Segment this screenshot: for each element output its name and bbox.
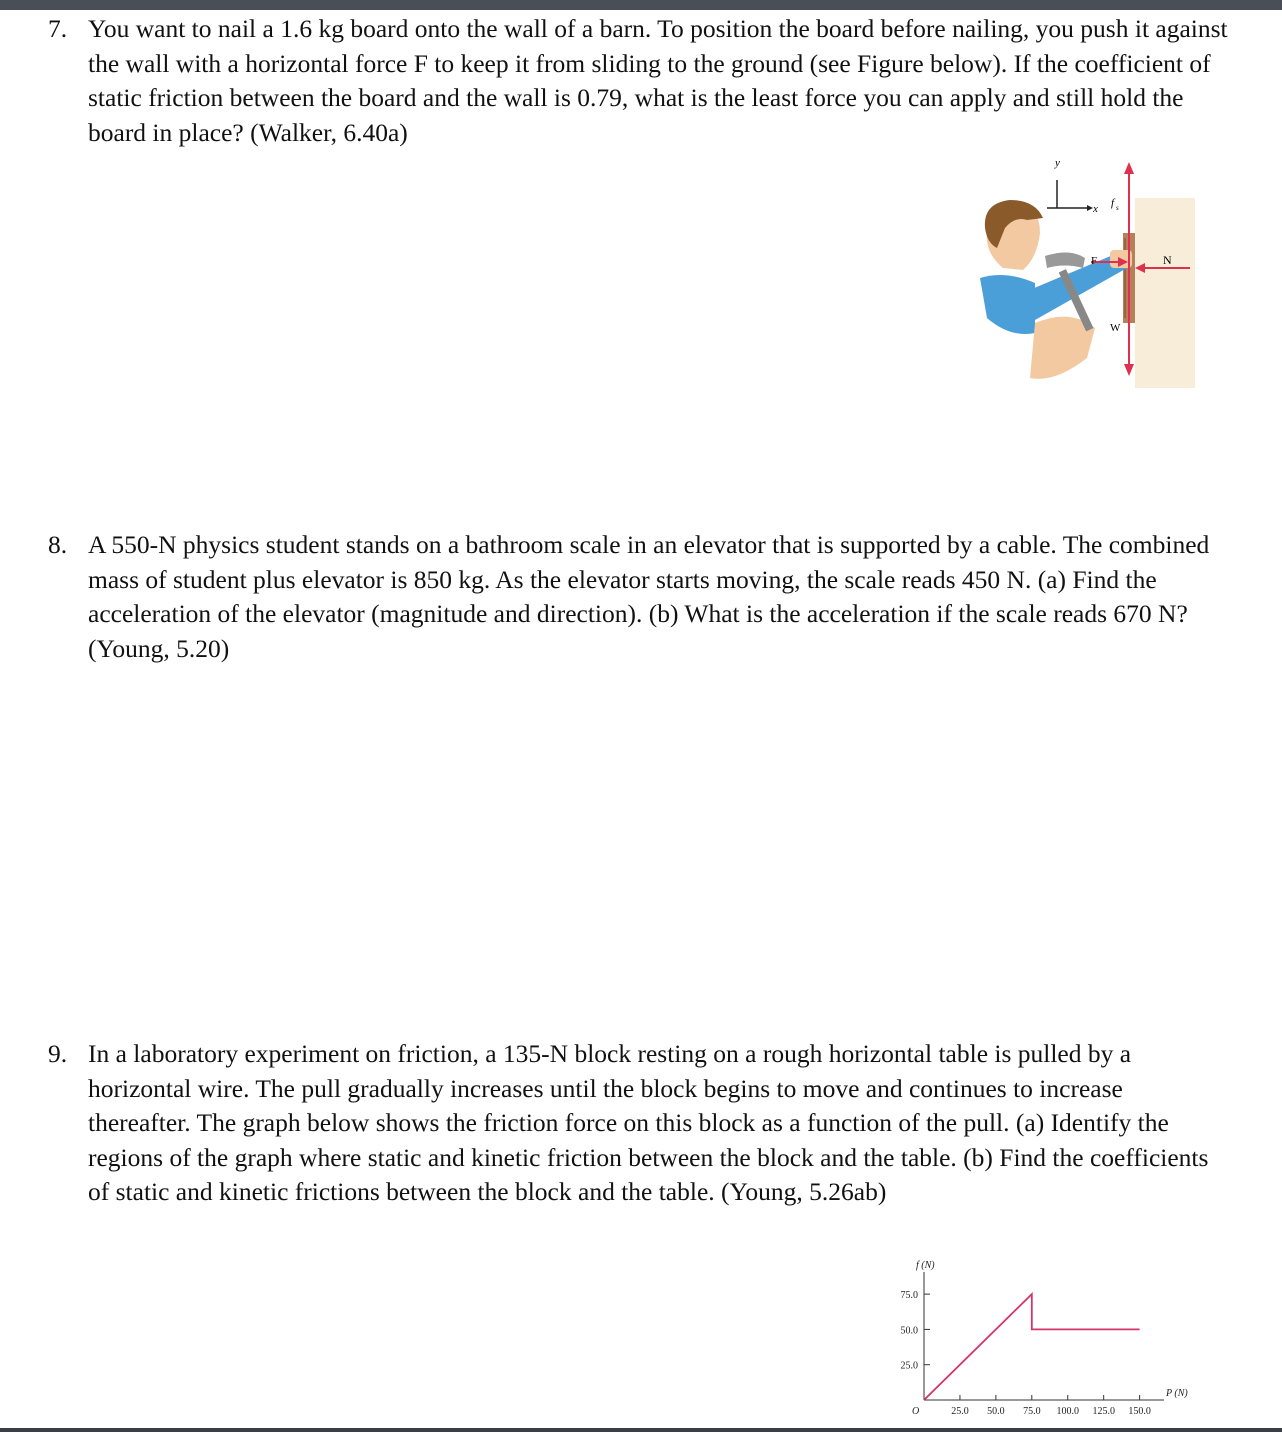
problem-8	[48, 528, 1228, 666]
friction-chart-svg	[880, 1248, 1190, 1426]
axes-icon	[1047, 180, 1093, 211]
N-label: N	[1163, 253, 1172, 267]
x-axis-label: P (N)	[1166, 1388, 1188, 1399]
problem-7	[48, 12, 1228, 150]
x-tick-label: 150.0	[1128, 1406, 1151, 1417]
axis-y-label: y	[1055, 158, 1060, 169]
x-tick-label: 75.0	[1023, 1406, 1041, 1417]
axis-x-label: x	[1093, 203, 1098, 215]
bottom-divider	[0, 1428, 1282, 1432]
problem-number: 8.	[48, 530, 68, 559]
problem-number: 7.	[48, 14, 68, 43]
board-wall-figure	[975, 158, 1195, 388]
problem-text: A 550-N physics student stands on a bathroom scale in an elevator that is supported by a cable. The combined mass of student plus elevator is 850 kg. As the elevator starts moving, the scale reads 450 N. (a) Find the acceleration of the elevator (magnitude and direction). (b) What is the acceleration if the scale reads 670 N? (Young, 5.20)	[88, 530, 1210, 663]
y-axis-label: f (N)	[916, 1260, 935, 1271]
barn-wall	[1135, 198, 1195, 388]
x-tick-label: 100.0	[1056, 1406, 1079, 1417]
top-window-bar	[0, 0, 1282, 10]
fs-subscript: s	[1116, 204, 1119, 212]
fs-label: f	[1111, 197, 1115, 209]
y-tick-label: 75.0	[900, 1290, 918, 1302]
x-tick-label: 50.0	[987, 1406, 1005, 1417]
y-tick-label: 50.0	[900, 1325, 918, 1337]
y-tick-label: 25.0	[900, 1360, 918, 1372]
friction-series-line	[924, 1294, 1140, 1400]
x-tick-label: 125.0	[1092, 1406, 1115, 1417]
x-tick-label: 25.0	[951, 1406, 969, 1417]
problem-text: You want to nail a 1.6 kg board onto the wall of a barn. To position the board before nailing, you push it against the wall with a horizontal force F to keep it from sliding to the ground (see Figure below). If the coefficient of static friction between the board and the wall is 0.79, what is the least force you can apply and still hold the board in place? (Walker, 6.40a)	[88, 14, 1228, 147]
problem-text: In a laboratory experiment on friction, a 135-N block resting on a rough horizontal table is pulled by a horizontal wire. The pull gradually increases until the block begins to move and continues to increase thereafter. The graph below shows the friction force on this block as a function of the pull. (a) Identify the regions of the graph where static and kinetic friction between the block and the table. (b) Find the coefficients of static and kinetic frictions between the block and the table. (Young, 5.26ab)	[88, 1039, 1209, 1206]
F-label: F	[1091, 255, 1098, 267]
problem-9	[48, 1037, 1228, 1210]
origin-label: O	[912, 1406, 920, 1417]
person-illustration	[980, 200, 1132, 379]
W-label: W	[1110, 322, 1121, 334]
friction-graph	[880, 1248, 1190, 1426]
problem-number: 9.	[48, 1039, 68, 1068]
